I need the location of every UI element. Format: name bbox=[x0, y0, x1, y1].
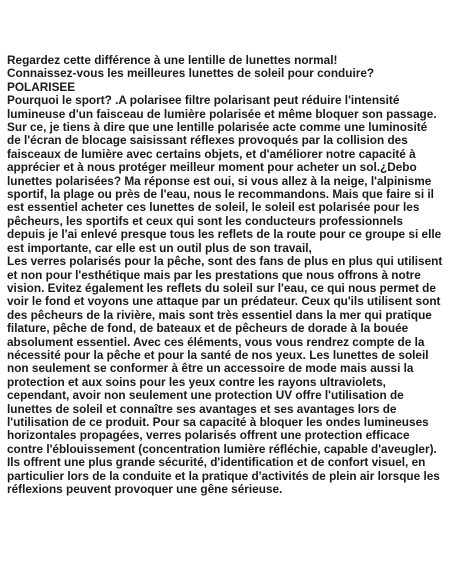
paragraph-2: Les verres polarisés pour la pêche, sont des fans de plus en plus qui utilisent et non pour l'esthétique mais par les prestations que nous offrons à notre vision. Evitez également les reflets du soleil sur l'eau, ce qui nous permet de voir le fond et voyons une attaque par un prédateur. Ceux qu'ils utilisent sont des pêcheurs de la rivière, mais sont très essentiel dans la mer qui pratique filature, pêche de fond, de bateaux et de pêcheurs de dorade à la bouée absolument essentiel. Avec ces éléments, vous vous rendrez compte de la nécessité pour la pêche et pour la santé de nos yeux. Les lunettes de soleil non seulement se conformer à être un accessoire de mode mais aussi la protection et aux soins pour les yeux contre les rayons ultraviolets, cependant, avoir non seulement une protection UV offre l'utilisation de lunettes de soleil et connaître ses avantages et ses avantages lors de l'utilisation de ce produit. Pour sa capacité à bloquer les ondes lumineuses horizontales propagées, verres polarisés offrent une protection efficace contre l'éblouissement (concentration lumière réfléchie, capable d'aveugler). Ils offrent une plus grande sécurité, d'identification et de confort visuel, en particulier lors de la conduite et la pratique d'activités de plein air lorsque les réflexions peuvent provoquer une gêne sérieuse. bbox=[7, 254, 443, 496]
paragraph-1: Pourquoi le sport? .A polarisee filtre polarisant peut réduire l'intensité lumineuse d'un faisceau de lumière polarisée et même bloquer son passage. Sur ce, je tiens à dire que une lentille polarisée acte comme une luminosité de l'écran de blocage saisissant réflexes provoqués par la collision des faisceaux de lumière avec certains objets, et d'améliorer notre capacité à apprécier et à nous protéger meilleur moment pour acheter un sol.¿Debo lunettes polarisées? Ma réponse est oui, si vous allez à la neige, l'alpinisme sportif, la plage ou près de l'eau, nous le recommandons. Mais que faire si il est essentiel acheter ces lunettes de soleil, le soleil est polarisée pour les pêcheurs, les sportifs et ceux qui sont les conducteurs professionnels depuis je l'ai enlevé presque tous les reflets de la route pour ce groupe si elle est importante, car elle est un outil plus de son travail, bbox=[7, 93, 442, 255]
heading-line-2: Connaissez-vous les meilleures lunettes de soleil pour conduire? bbox=[7, 66, 375, 81]
heading-line-1: Regardez cette différence à une lentille de lunettes normal! bbox=[7, 53, 338, 67]
heading-line-3: POLARISEE bbox=[7, 79, 76, 94]
article-body bbox=[7, 54, 443, 496]
